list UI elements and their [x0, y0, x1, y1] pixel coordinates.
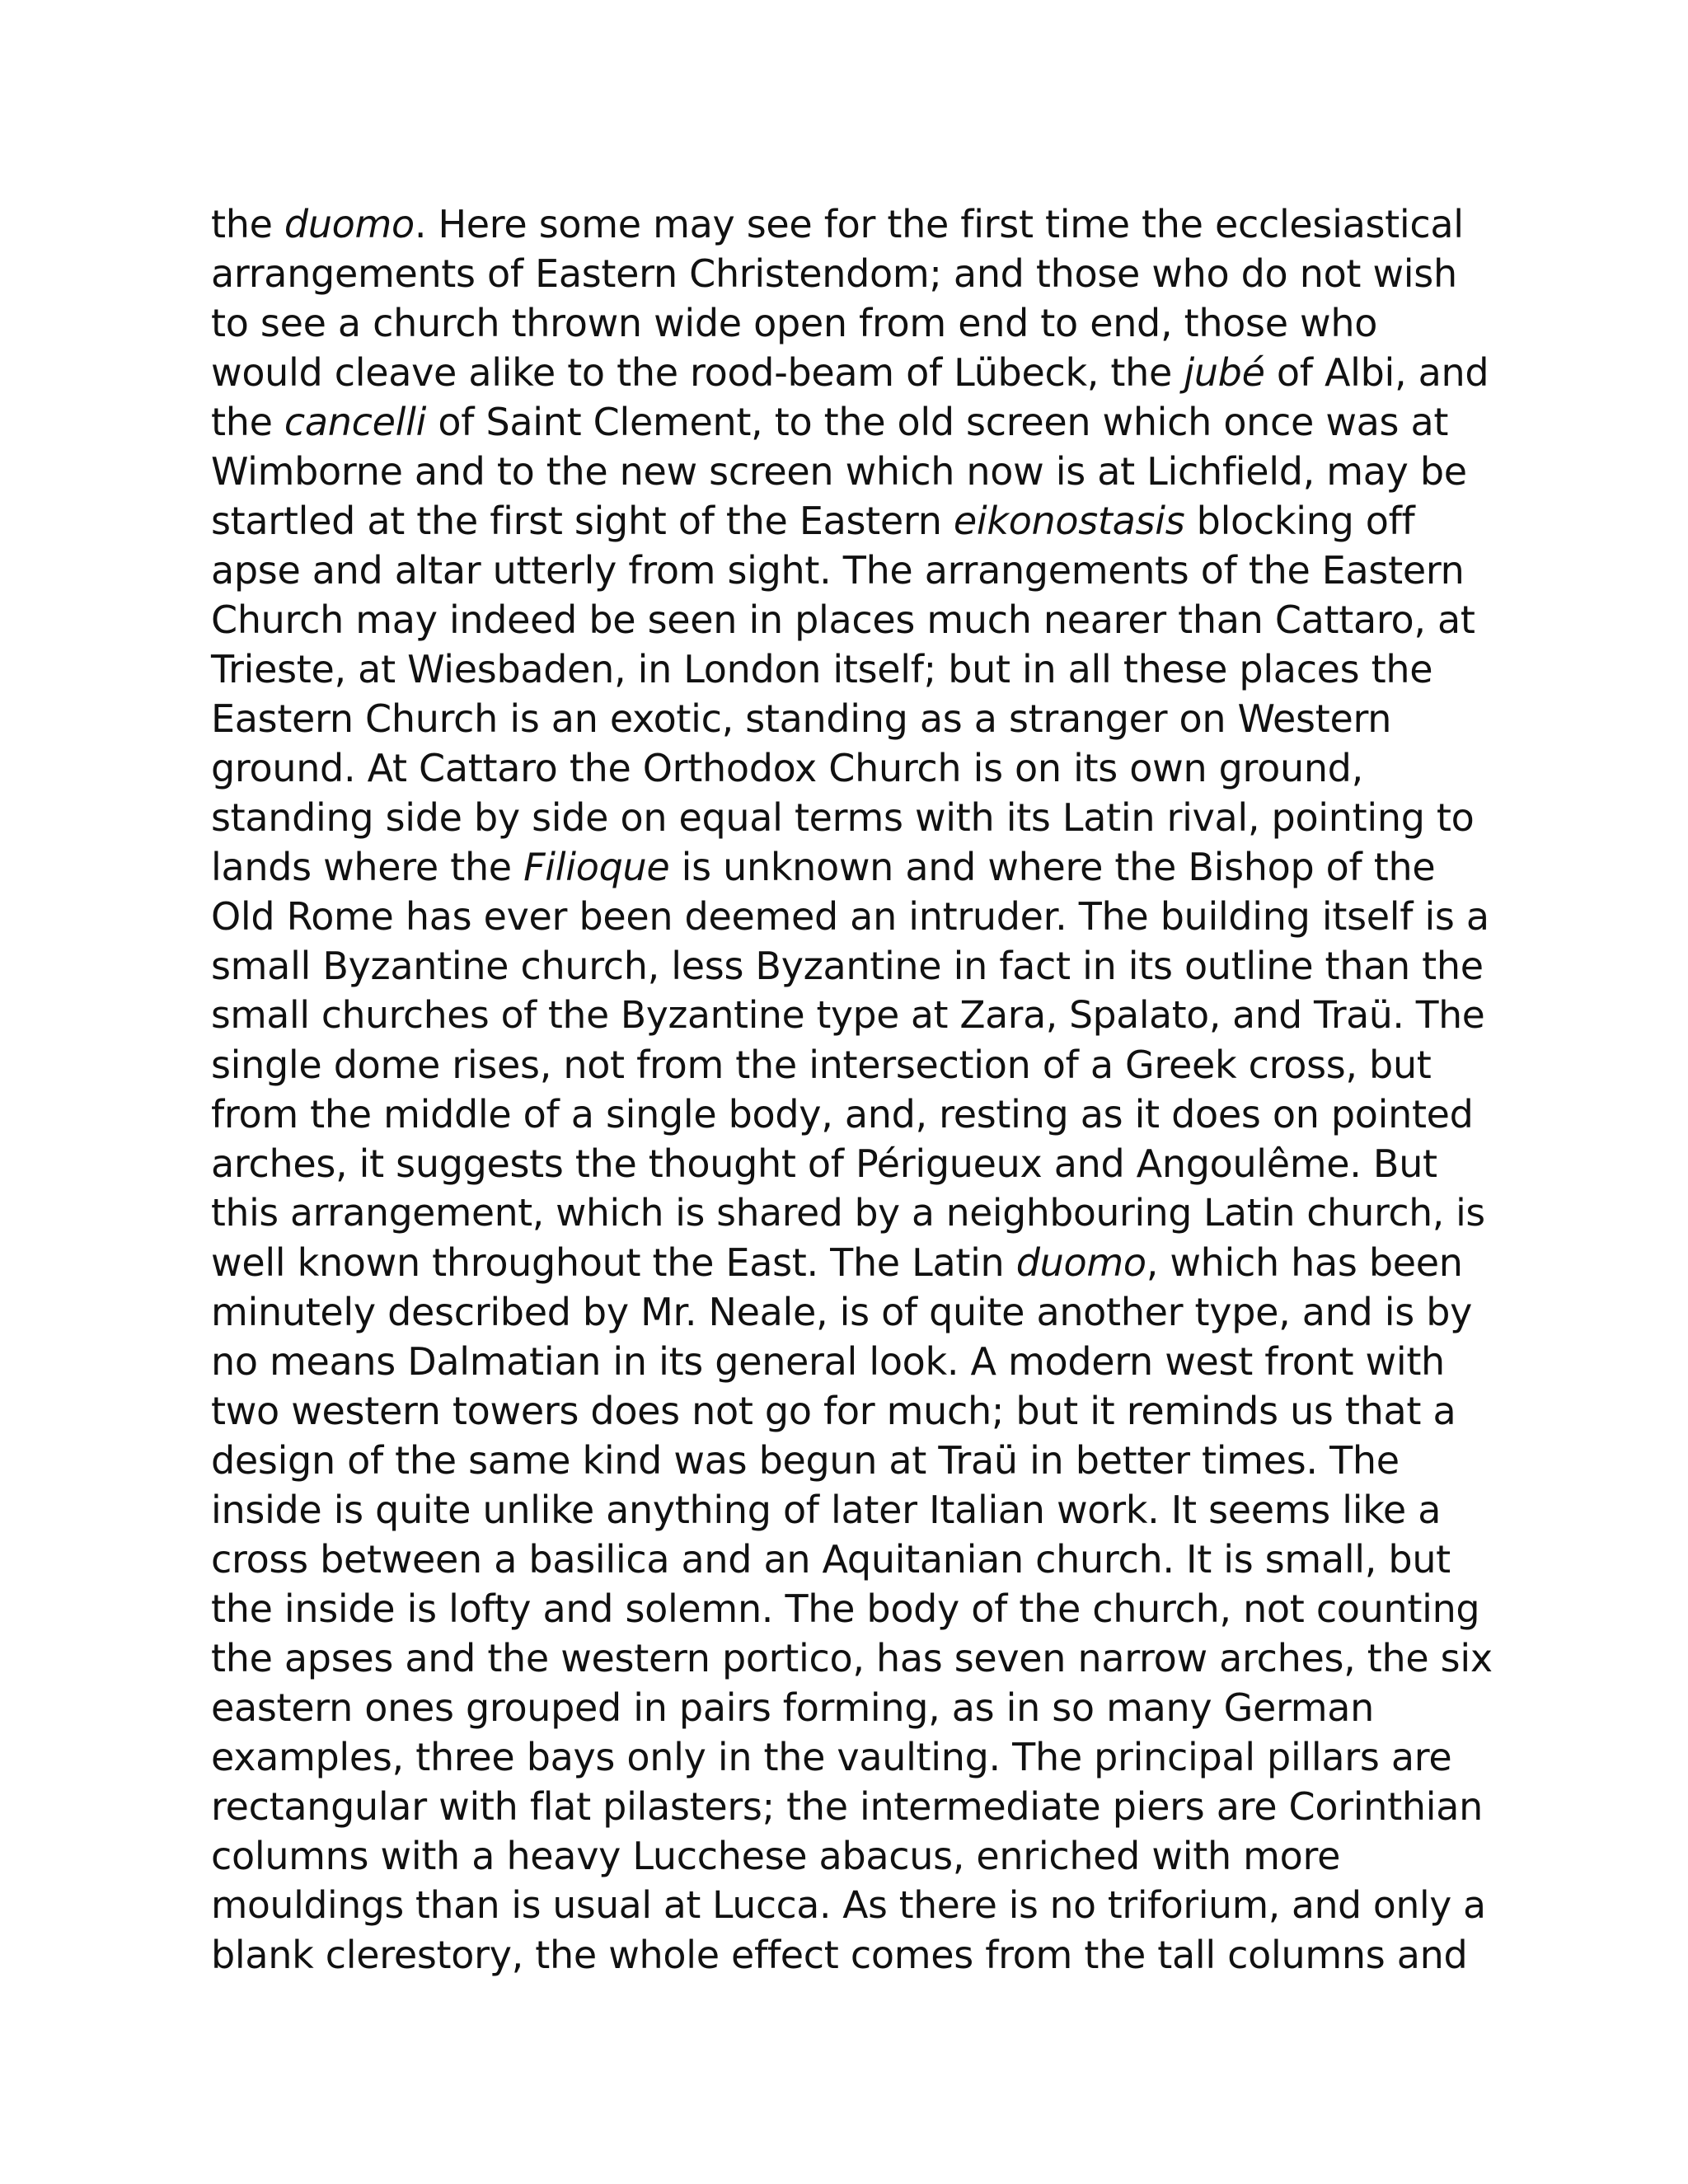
- text-line: [211, 546, 1497, 595]
- text-run: Trieste, at Wiesbaden, in London itself; but in all these places the: [211, 647, 1433, 691]
- text-run: well known throughout the East. The Latin: [211, 1240, 1016, 1285]
- text-run: no means Dalmatian in its general look. A modern west front with: [211, 1339, 1445, 1384]
- text-run: standing side by side on equal terms with its Latin rival, pointing to: [211, 795, 1475, 840]
- text-line: [211, 941, 1497, 991]
- text-line: [211, 1584, 1497, 1633]
- text-line: [211, 1139, 1497, 1188]
- italic-term: jubé: [1184, 350, 1265, 395]
- text-run: columns with a heavy Lucchese abacus, enriched with more: [211, 1834, 1341, 1878]
- text-run: Old Rome has ever been deemed an intruder. The building itself is a: [211, 894, 1489, 939]
- text-line: [211, 1732, 1497, 1782]
- text-line: [211, 249, 1497, 298]
- text-run: single dome rises, not from the intersection of a Greek cross, but: [211, 1043, 1432, 1087]
- text-run: , which has been: [1146, 1240, 1463, 1285]
- text-line: [211, 1337, 1497, 1386]
- text-run: ground. At Cattaro the Orthodox Church is on its own ground,: [211, 746, 1363, 790]
- text-run: minutely described by Mr. Neale, is of quite another type, and is by: [211, 1290, 1473, 1334]
- text-run: to see a church thrown wide open from end to end, those who: [211, 301, 1378, 345]
- text-line: [211, 1386, 1497, 1436]
- text-run: arches, it suggests the thought of Périgueux and Angoulême. But: [211, 1141, 1437, 1186]
- text-run: startled at the first sight of the Eastern: [211, 499, 954, 543]
- text-run: two western towers does not go for much; but it reminds us that a: [211, 1389, 1456, 1433]
- text-run: this arrangement, which is shared by a neighbouring Latin church, is: [211, 1191, 1485, 1235]
- text-run: cross between a basilica and an Aquitanian church. It is small, but: [211, 1537, 1451, 1582]
- text-run: the inside is lofty and solemn. The body of the church, not counting: [211, 1586, 1480, 1631]
- text-line: [211, 1090, 1497, 1139]
- text-line: [211, 1040, 1497, 1090]
- italic-term: Filioque: [523, 845, 670, 889]
- text-run: would cleave alike to the rood-beam of Lübeck, the: [211, 350, 1184, 395]
- text-run: Wimborne and to the new screen which now is at Lichfield, may be: [211, 449, 1467, 494]
- text-run: the: [211, 400, 284, 444]
- text-run: the apses and the western portico, has seven narrow arches, the six: [211, 1636, 1493, 1680]
- text-run: design of the same kind was begun at Traü in better times. The: [211, 1438, 1400, 1483]
- italic-term: duomo: [284, 202, 415, 246]
- text-run: small churches of the Byzantine type at Zara, Spalato, and Traü. The: [211, 993, 1485, 1037]
- text-run: is unknown and where the Bishop of the: [669, 845, 1436, 889]
- text-line: [211, 1683, 1497, 1732]
- text-run: inside is quite unlike anything of later Italian work. It seems like a: [211, 1488, 1442, 1532]
- text-line: [211, 793, 1497, 842]
- text-line: [211, 447, 1497, 496]
- text-run: blank clerestory, the whole effect comes from the tall columns and: [211, 1933, 1468, 1977]
- text-run: Eastern Church is an exotic, standing as a stranger on Western: [211, 696, 1392, 741]
- text-line: [211, 1831, 1497, 1881]
- text-run: examples, three bays only in the vaulting. The principal pillars are: [211, 1735, 1452, 1779]
- italic-term: eikonostasis: [953, 499, 1185, 543]
- text-run: . Here some may see for the first time the ecclesiastical: [414, 202, 1464, 246]
- text-line: [211, 397, 1497, 447]
- text-line: [211, 1782, 1497, 1831]
- text-run: apse and altar utterly from sight. The arrangements of the Eastern: [211, 548, 1465, 593]
- text-line: [211, 1485, 1497, 1535]
- text-run: from the middle of a single body, and, resting as it does on pointed: [211, 1092, 1474, 1137]
- text-run: rectangular with flat pilasters; the intermediate piers are Corinthian: [211, 1784, 1483, 1829]
- text-line: [211, 496, 1497, 546]
- text-run: Church may indeed be seen in places much nearer than Cattaro, at: [211, 598, 1475, 642]
- text-line: [211, 1881, 1497, 1930]
- text-run: mouldings than is usual at Lucca. As there is no triforium, and only a: [211, 1883, 1486, 1927]
- text-line: [211, 348, 1497, 397]
- text-line: [211, 1188, 1497, 1238]
- text-line: [211, 644, 1497, 694]
- text-run: eastern ones grouped in pairs forming, as in so many German: [211, 1685, 1374, 1730]
- text-line: [211, 595, 1497, 644]
- text-line: [211, 1436, 1497, 1485]
- text-line: [211, 694, 1497, 743]
- text-line: [211, 892, 1497, 941]
- text-line: [211, 1535, 1497, 1584]
- text-line: [211, 199, 1497, 249]
- text-line: [211, 1633, 1497, 1683]
- text-run: small Byzantine church, less Byzantine in fact in its outline than the: [211, 944, 1484, 988]
- text-run: arrangements of Eastern Christendom; and those who do not wish: [211, 251, 1457, 296]
- text-line: [211, 1930, 1497, 1980]
- text-run: lands where the: [211, 845, 524, 889]
- text-line: [211, 1238, 1497, 1287]
- text-line: [211, 842, 1497, 892]
- text-run: of Saint Clement, to the old screen which once was at: [426, 400, 1449, 444]
- text-run: the: [211, 202, 284, 246]
- italic-term: duomo: [1015, 1240, 1146, 1285]
- text-run: blocking off: [1184, 499, 1415, 543]
- body-text: [211, 199, 1497, 1980]
- text-line: [211, 298, 1497, 348]
- text-run: of Albi, and: [1264, 350, 1489, 395]
- text-line: [211, 743, 1497, 793]
- italic-term: cancelli: [284, 400, 427, 444]
- text-line: [211, 1287, 1497, 1337]
- text-line: [211, 991, 1497, 1040]
